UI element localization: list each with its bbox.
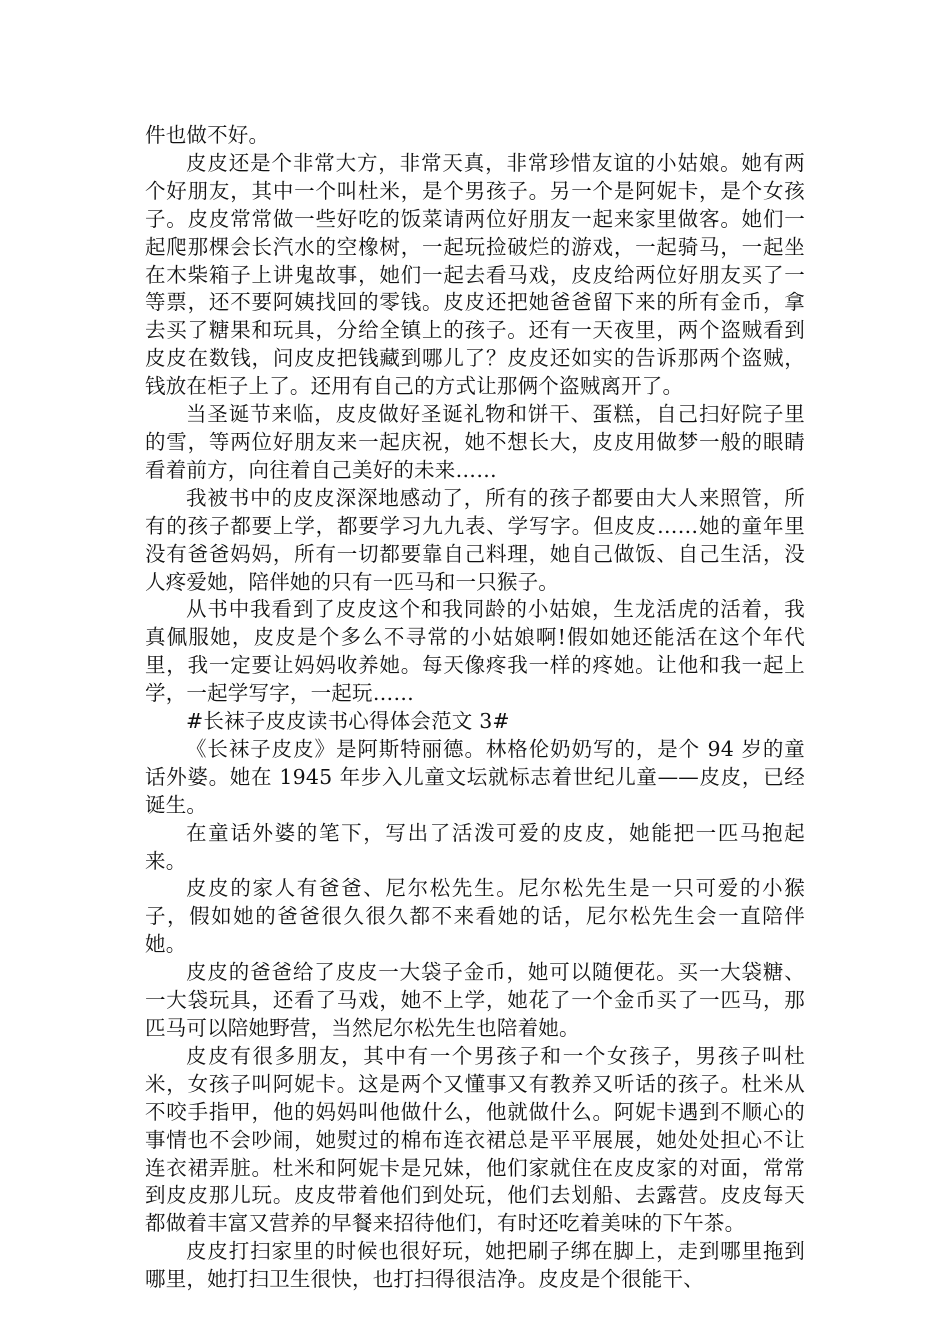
paragraph-2: 皮皮还是个非常大方，非常天真，非常珍惜友谊的小姑娘。她有两个好朋友，其中一个叫杜米，是个男孩子。另一个是阿妮卡，是个女孩子。皮皮常常做一些好吃的饭菜请两位好朋友一起来家里做客。她们一起爬那棵会长汽水的空橡树，一起玩捡破烂的游戏，一起骑马，一起坐在木柴箱子上讲鬼故事，她们一起去看马戏，皮皮给两位好朋友买了一等票，还不要阿姨找回的零钱。皮皮还把她爸爸留下来的所有金币，拿去买了糖果和玩具，分给全镇上的孩子。还有一天夜里，两个盗贼看到皮皮在数钱，问皮皮把钱藏到哪儿了？皮皮还如实的告诉那两个盗贼，钱放在柜子上了。还用有自己的方式让那俩个盗贼离开了。 bbox=[145, 150, 805, 399]
document-body bbox=[145, 122, 805, 1294]
paragraph-5: 从书中我看到了皮皮这个和我同龄的小姑娘，生龙活虎的活着，我真佩服她，皮皮是个多么不寻常的小姑娘啊!假如她还能活在这个年代里，我一定要让妈妈收养她。每天像疼我一样的疼她。让他和我一起上学，一起学写字，一起玩…… bbox=[145, 597, 805, 706]
paragraph-10: 皮皮的爸爸给了皮皮一大袋子金币，她可以随便花。买一大袋糖、一大袋玩具，还看了马戏，她不上学，她花了一个金币买了一匹马，那匹马可以陪她野营，当然尼尔松先生也陪着她。 bbox=[145, 960, 805, 1040]
paragraph-9: 皮皮的家人有爸爸、尼尔松先生。尼尔松先生是一只可爱的小猴子，假如她的爸爸很久很久都不来看她的话，尼尔松先生会一直陪伴她。 bbox=[145, 876, 805, 957]
paragraph-8: 在童话外婆的笔下，写出了活泼可爱的皮皮，她能把一匹马抱起来。 bbox=[145, 820, 805, 873]
section-heading: #长袜子皮皮读书心得体会范文 3# bbox=[186, 709, 510, 734]
paragraph-7: 《长袜子皮皮》是阿斯特丽德。林格伦奶奶写的，是个 94 岁的童话外婆。她在 1945 年步入儿童文坛就标志着世纪儿童——皮皮，已经诞生。 bbox=[145, 736, 805, 817]
paragraph-12: 皮皮打扫家里的时候也很好玩，她把刷子绑在脚上，走到哪里拖到哪里，她打扫卫生很快，也打扫得很洁净。皮皮是个很能干、 bbox=[145, 1239, 805, 1292]
paragraph-1: 件也做不好。 bbox=[145, 123, 270, 147]
paragraph-4: 我被书中的皮皮深深地感动了，所有的孩子都要由大人来照管，所有的孩子都要上学，都要学习九九表、学写字。但皮皮……她的童年里没有爸爸妈妈，所有一切都要靠自己料理，她自己做饭、自己生活，没人疼爱她，陪伴她的只有一匹马和一只猴子。 bbox=[145, 485, 805, 594]
paragraph-3: 当圣诞节来临，皮皮做好圣诞礼物和饼干、蛋糕，自己扫好院子里的雪，等两位好朋友来一起庆祝，她不想长大，皮皮用做梦一般的眼睛看着前方，向往着自己美好的未来…… bbox=[145, 402, 805, 482]
paragraph-11: 皮皮有很多朋友，其中有一个男孩子和一个女孩子，男孩子叫杜米，女孩子叫阿妮卡。这是两个又懂事又有教养又听话的孩子。杜米从不咬手指甲，他的妈妈叫他做什么，他就做什么。阿妮卡遇到不顺心的事情也不会吵闹，她熨过的棉布连衣裙总是平平展展，她处处担心不让连衣裙弄脏。杜米和阿妮卡是兄妹，他们家就住在皮皮家的对面，常常到皮皮那儿玩。皮皮带着他们到处玩，他们去划船、去露营。皮皮每天都做着丰富又营养的早餐来招待他们，有时还吃着美味的下午茶。 bbox=[145, 1043, 805, 1236]
